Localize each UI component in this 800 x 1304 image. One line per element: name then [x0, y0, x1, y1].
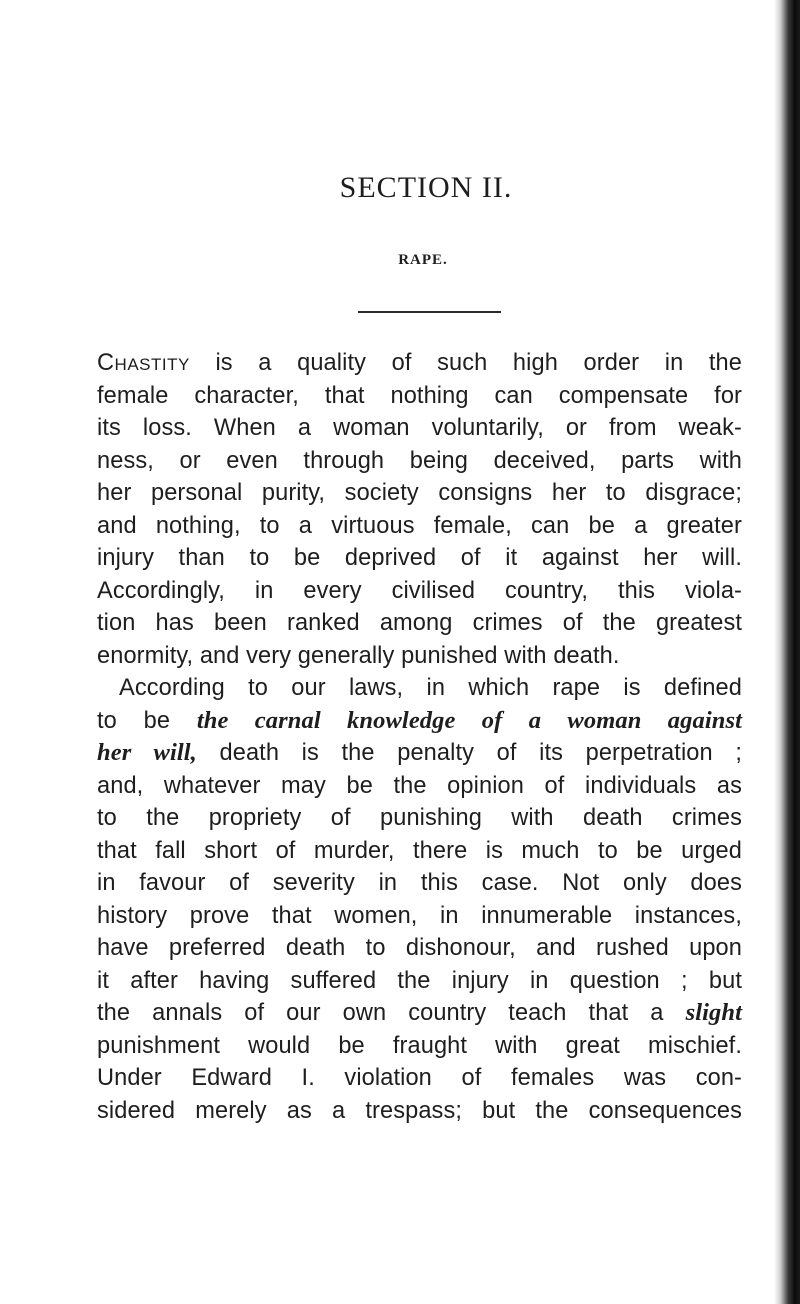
text-line: its loss. When a woman voluntarily, or from weak-	[97, 415, 742, 441]
text-line: and nothing, to a virtuous female, can be a greater	[97, 512, 742, 539]
lead-word: Chastity	[97, 350, 190, 376]
section-subtitle-text: RAPE.	[398, 252, 448, 268]
text-line: her personal purity, society consigns her to disgrace;	[97, 480, 742, 506]
italic-phrase: slight	[685, 999, 742, 1026]
text-line: history prove that women, in innumerable instances,	[97, 902, 742, 929]
text-line: in favour of severity in this case. Not only does	[97, 870, 742, 896]
text-line: According to our laws, in which rape is defined	[119, 675, 742, 701]
text-line: injury than to be deprived of it against her will.	[97, 545, 742, 571]
text-line: Under Edward I. violation of females was con-	[97, 1065, 742, 1091]
text-line: Chastity is a quality of such high order in the	[97, 350, 742, 376]
section-heading-text: SECTION II.	[339, 171, 513, 204]
heading-divider	[358, 311, 501, 313]
text-line: that fall short of murder, there is much to be urged	[97, 837, 742, 864]
text-line: Accordingly, in every civilised country, this viola-	[97, 577, 742, 604]
text-line: to be the carnal knowledge of a woman against	[97, 706, 742, 734]
text-line: ness, or even through being deceived, parts with	[97, 447, 742, 474]
section-heading	[0, 173, 800, 203]
section-subtitle	[0, 253, 800, 268]
text-line: have preferred death to dishonour, and rushed upon	[97, 935, 742, 961]
text-line: enormity, and very generally punished with death.	[97, 642, 620, 669]
body-text	[97, 347, 742, 1127]
text-line: tion has been ranked among crimes of the greatest	[97, 610, 742, 636]
text-line: punishment would be fraught with great mischief.	[97, 1032, 742, 1059]
text-line: and, whatever may be the opinion of individuals as	[97, 772, 742, 799]
text-line: sidered merely as a trespass; but the consequences	[97, 1097, 742, 1124]
italic-phrase: the carnal knowledge of a woman against	[196, 706, 742, 734]
text-line: it after having suffered the injury in question ; but	[97, 967, 742, 994]
text-line: the annals of our own country teach that a slight	[97, 999, 742, 1026]
text-line: to the propriety of punishing with death crimes	[97, 805, 742, 831]
text-line: her will, death is the penalty of its perpetration ;	[97, 739, 742, 766]
italic-phrase: her will,	[97, 739, 197, 766]
text-line: female character, that nothing can compensate for	[97, 382, 742, 409]
